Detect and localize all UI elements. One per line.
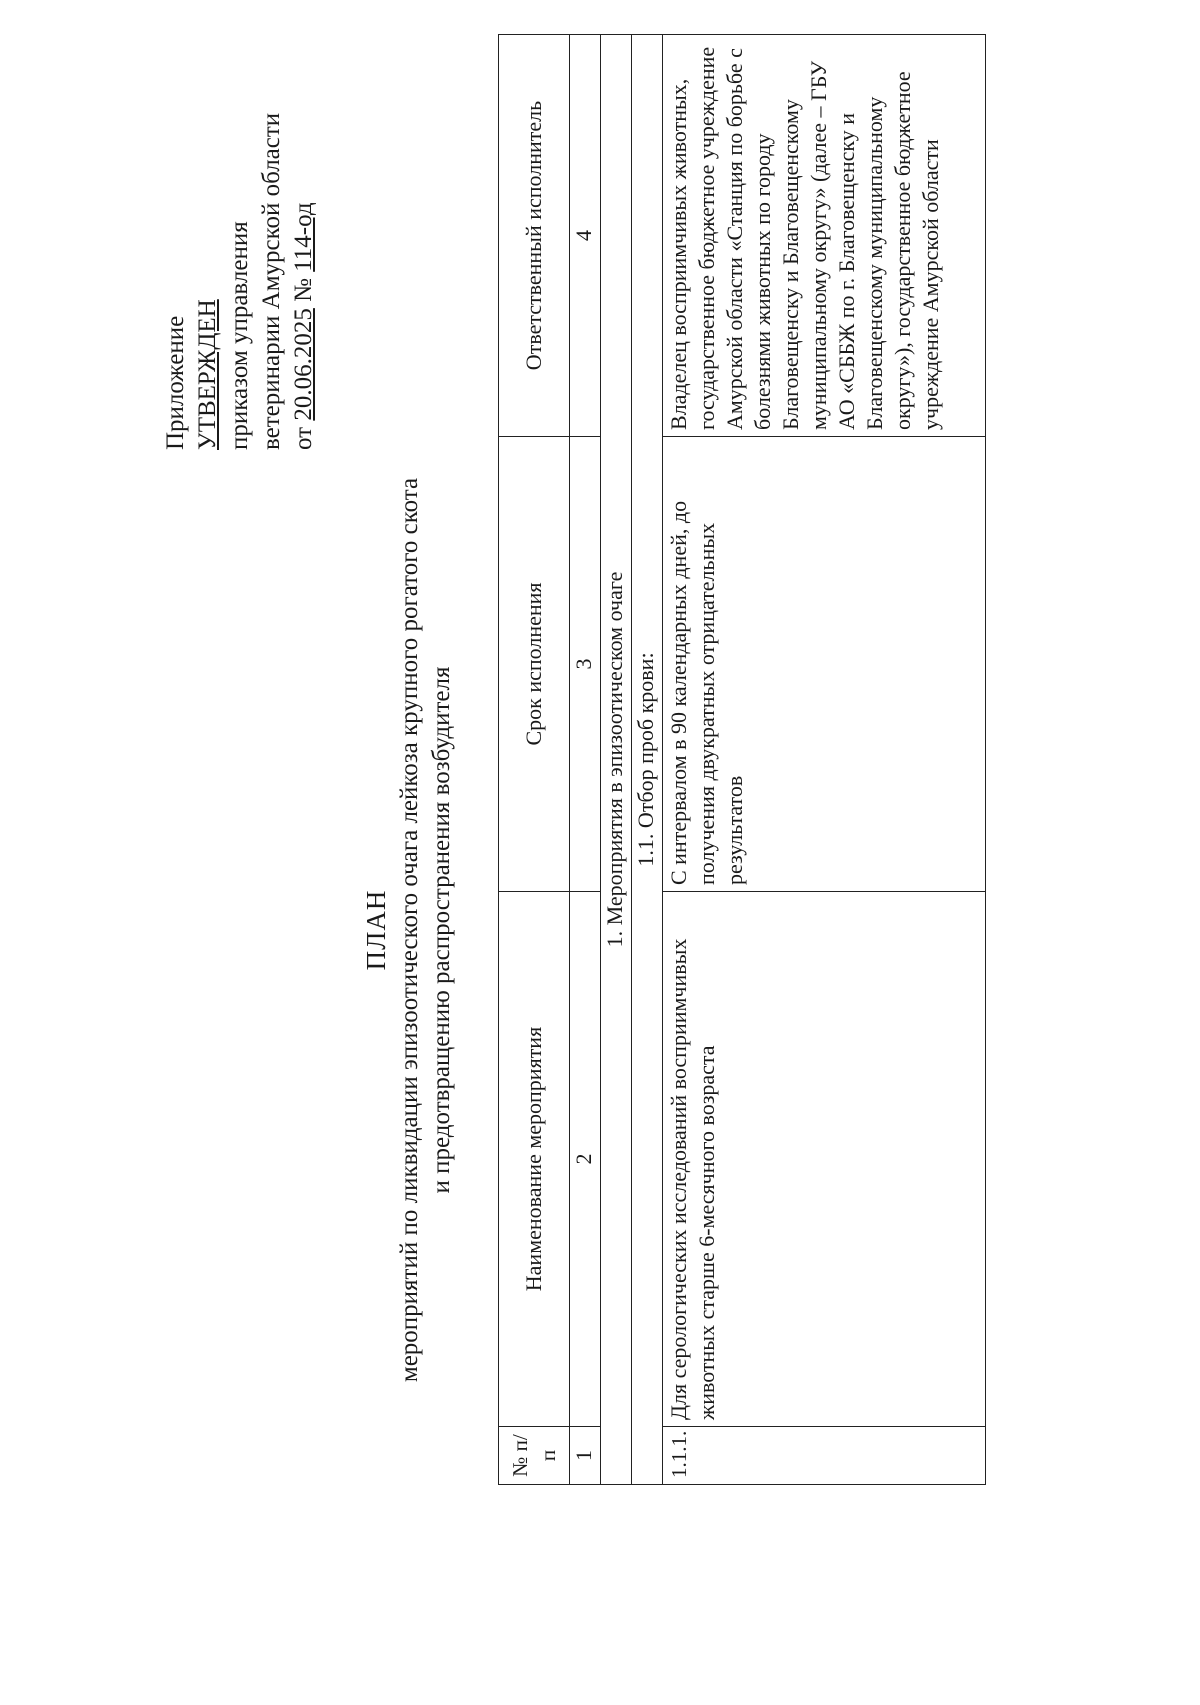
order-date-line — [288, 70, 320, 450]
title-head: ПЛАН — [361, 889, 391, 971]
order-number: 114-од — [290, 202, 317, 272]
column-number-1: 1 — [570, 1427, 601, 1485]
section-row — [601, 35, 632, 1485]
plan-table — [498, 34, 986, 1485]
order-date: 20.06.2025 — [290, 308, 317, 421]
column-number-3: 3 — [570, 437, 601, 892]
order-number-sign: № — [290, 271, 317, 309]
title-line-2: и предотвращению распространения возбудителя — [428, 666, 455, 1194]
table-header-row — [499, 35, 570, 1485]
row-name: Для серологических исследований восприимчивых животных старше 6-месячного возраста — [663, 892, 986, 1427]
column-number-4: 4 — [570, 35, 601, 437]
row-number: 1.1.1. — [663, 1427, 986, 1485]
header-responsible: Ответственный исполнитель — [499, 35, 570, 437]
order-date-prefix: от — [290, 420, 317, 450]
order-label: приказом управления — [226, 221, 253, 450]
approval-block — [160, 70, 320, 450]
appendix-label: Приложение — [162, 315, 189, 450]
approved-label: УТВЕРЖДЕН — [194, 299, 221, 450]
document-title — [360, 305, 458, 1555]
column-number-2: 2 — [570, 892, 601, 1427]
column-numbers-row — [570, 35, 601, 1485]
section-title: 1. Мероприятия в эпизоотическом очаге — [601, 35, 632, 1485]
header-number: № п/п — [499, 1427, 570, 1485]
header-term: Срок исполнения — [499, 437, 570, 892]
title-line-1: мероприятий по ликвидации эпизоотического очага лейкоза крупного рогатого скота — [396, 477, 423, 1383]
table-row — [663, 35, 986, 1485]
subsection-row — [632, 35, 663, 1485]
row-term: С интервалом в 90 календарных дней, до получения двукратных отрицательных результатов — [663, 437, 986, 892]
row-responsible: Владелец восприимчивых животных, государственное бюджетное учреждение Амурской области «Станция по борьбе с болезнями животных по городу Благовещенску и Благовещенскому муниципальному округу» (далее – ГБУ АО «СББЖ по г. Благовещенску и Благовещенскому муниципальному округу»), государственное бюджетное учреждение Амурской области — [663, 35, 986, 437]
authority-label: ветеринарии Амурской области — [258, 112, 285, 450]
subsection-title: 1.1. Отбор проб крови: — [632, 35, 663, 1485]
header-name: Наименование мероприятия — [499, 892, 570, 1427]
